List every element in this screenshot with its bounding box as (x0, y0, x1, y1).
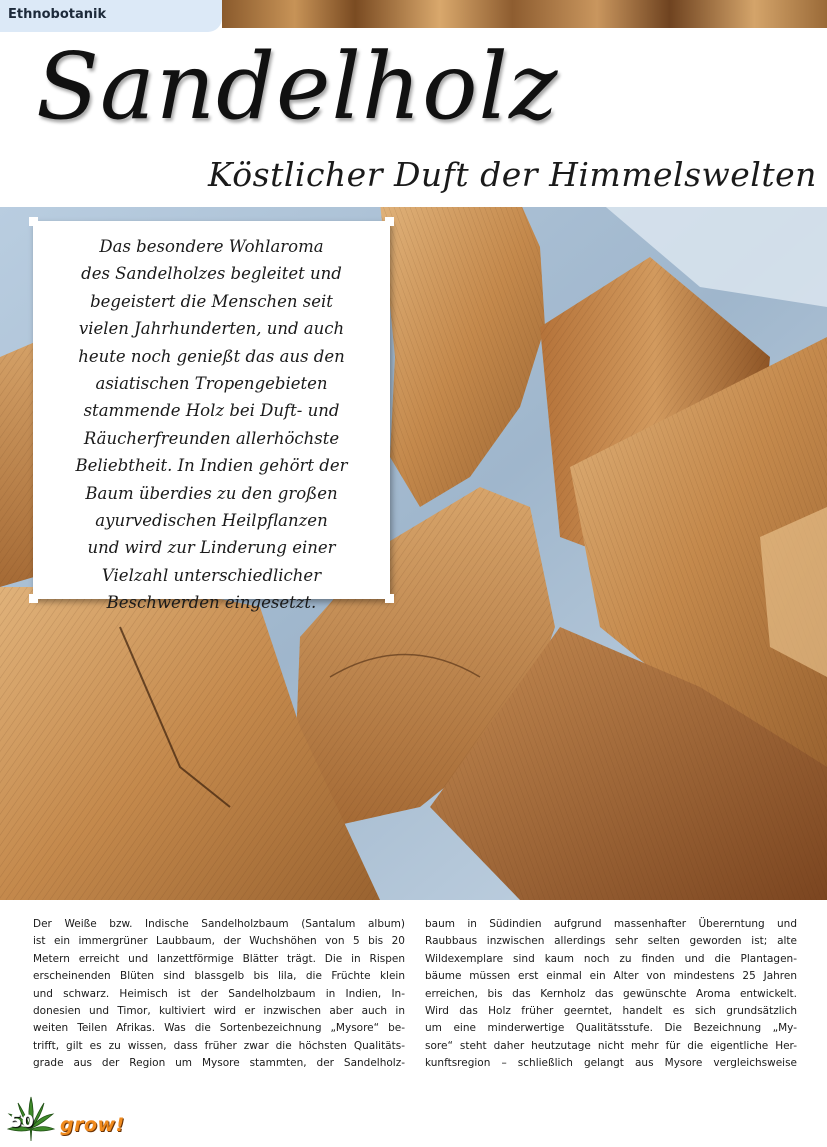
body-line: bäume müssen erst einmal ein Alter von mindestens 25 Jahren (425, 970, 797, 983)
body-line: baum in Südindien aufgrund massenhafter Übererntung und (425, 918, 797, 930)
body-line: kunftsregion – schließlich gelangt aus Mysore vergleichsweise (425, 1057, 797, 1070)
intro-line: Vielzahl unterschiedlicher (101, 565, 322, 585)
body-column-left (33, 916, 405, 1073)
intro-line: Das besondere Wohlaroma (99, 237, 324, 256)
body-line: und schwarz. Heimisch ist der Sandelholzbaum in Indien, In- (33, 987, 405, 1000)
body-line: erscheinenden Blüten sind blassgelb bis lila, die Früchte klein (33, 970, 405, 983)
intro-line: vielen Jahrhunderten, und auch (78, 319, 345, 339)
body-line: ist ein immergrüner Laubbaum, der Wuchshöhen von 5 bis 20 (33, 935, 405, 948)
intro-line: des Sandelholzes begleitet und (81, 264, 342, 284)
intro-line: Räucherfreunden allerhöchste (83, 428, 340, 448)
article-subtitle: Köstlicher Duft der Himmelswelten (208, 155, 817, 194)
intro-box (33, 221, 390, 613)
body-line: weiten Teilen Afrikas. Was die Sortenbezeichnung „Mysore“ be- (33, 1022, 405, 1035)
intro-line: Beschwerden eingesetzt. (106, 593, 317, 613)
body-column-right (425, 916, 797, 1073)
page-footer (0, 1090, 200, 1147)
body-line: sore“ steht daher heutzutage nicht mehr für die eigentliche Her- (425, 1039, 797, 1052)
intro-line: Beliebtheit. In Indien gehört der (75, 456, 348, 476)
body-line: erreichen, bis das Kernholz das gewünschte Aroma entwickelt. (425, 987, 797, 1000)
body-line: um eine minderwertige Qualitätsstufe. Die Bezeichnung „My- (425, 1022, 797, 1035)
body-line: Metern erreicht und lanzettförmige Blätter trägt. Die in Rispen (33, 952, 405, 965)
body-line: grade aus der Region um Mysore stammten, der Sandelholz- (33, 1057, 405, 1070)
category-label: Ethnobotanik (8, 7, 107, 22)
intro-line: heute noch genießt das aus den (78, 346, 345, 366)
brand-logo: grow! (60, 1114, 125, 1136)
body-line: Der Weiße bzw. Indische Sandelholzbaum (Santalum album) (33, 918, 405, 930)
intro-line: ayurvedischen Heilpflanzen (95, 511, 328, 531)
intro-line: asiatischen Tropengebieten (95, 374, 328, 394)
article-title: Sandelholz (36, 33, 559, 140)
intro-text (43, 233, 380, 617)
page-number: 50 (10, 1112, 34, 1132)
body-line: Wildexemplare sind kaum noch zu finden und die Plantagen- (425, 952, 797, 965)
body-line: trifft, gilt es zu wissen, dass früher zwar die höchsten Qualitäts- (33, 1039, 405, 1052)
body-line: donesien und Timor, kultiviert wird er inzwischen aber auch in (33, 1005, 405, 1018)
body-line: Wird das Holz früher geerntet, handelt es sich grundsätzlich (425, 1005, 797, 1018)
intro-line: Baum überdies zu den großen (85, 483, 338, 503)
intro-line: begeistert die Menschen seit (90, 291, 333, 311)
category-tab (0, 0, 222, 32)
intro-line: und wird zur Linderung einer (87, 538, 336, 558)
body-line: Raubbaus inzwischen allerdings sehr selten geworden ist; alte (425, 935, 797, 948)
intro-line: stammende Holz bei Duft- und (83, 401, 340, 421)
header-photo-strip (222, 0, 827, 28)
